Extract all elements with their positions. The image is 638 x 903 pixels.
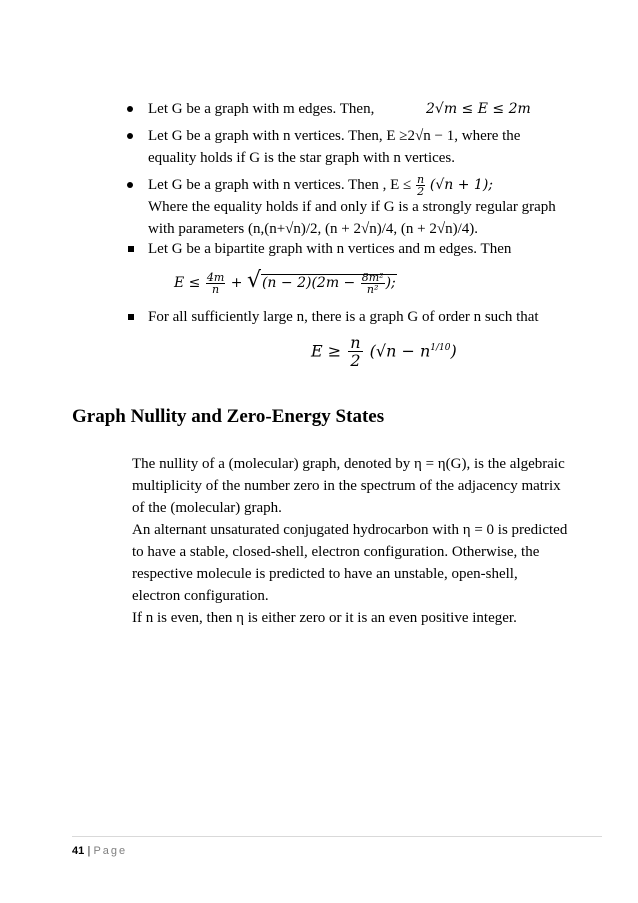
footer-divider xyxy=(72,836,602,837)
formula-close: ) xyxy=(450,341,457,361)
formula-close: ); xyxy=(385,275,396,291)
fraction-denominator: n² xyxy=(366,282,379,296)
formula-plus: + xyxy=(230,275,243,291)
page-label: Page xyxy=(93,845,128,857)
bullet-3-text: Let G be a graph with n vertices. Then , E ≤ xyxy=(148,177,412,193)
bullet-1-text: Let G be a graph with m edges. Then, xyxy=(148,101,375,117)
fraction-numerator: 4m xyxy=(206,270,225,284)
section-line: multiplicity of the number zero in the spectrum of the adjacency matrix xyxy=(132,478,561,494)
fraction-numerator: n xyxy=(417,173,425,187)
section-line: respective molecule is predicted to have an unstable, open-shell, xyxy=(132,566,518,582)
bullet-square-icon xyxy=(128,314,134,320)
fraction-numerator: n xyxy=(350,333,361,353)
bullet-dot-icon xyxy=(127,133,133,139)
bullet-3-continuation-2: with parameters (n,(n+√n)/2, (n + 2√n)/4, (n + 2√n)/4). xyxy=(148,221,478,237)
bullet-3-formula-tail: (√n + 1); xyxy=(429,177,494,193)
bullet-2-text: Let G be a graph with n vertices. Then, E ≥2√n − 1, where the xyxy=(148,128,521,144)
page-number: 41 xyxy=(72,845,85,857)
page-footer xyxy=(72,845,127,857)
bullet-4-fraction xyxy=(206,272,225,295)
fraction-numerator: 8m² xyxy=(361,270,384,284)
section-line: electron configuration. xyxy=(132,588,269,604)
fraction-denominator: 2 xyxy=(417,185,425,199)
footer-separator: | xyxy=(87,845,91,857)
formula-exponent: 1/10 xyxy=(430,343,451,353)
bullet-5-fraction xyxy=(348,334,362,369)
radicand xyxy=(261,270,397,296)
formula-lhs: E ≤ xyxy=(174,275,201,291)
bullet-4-formula xyxy=(174,264,397,300)
bullet-dot-icon xyxy=(127,182,133,188)
bullet-3-line xyxy=(148,170,493,200)
bullet-2-continuation: equality holds if G is the star graph with n vertices. xyxy=(148,150,456,166)
section-line: The nullity of a (molecular) graph, denoted by η = η(G), is the algebraic xyxy=(132,456,565,472)
fraction-denominator: n xyxy=(212,282,220,296)
section-line: to have a stable, closed-shell, electron configuration. Otherwise, the xyxy=(132,544,540,560)
bullet-dot-icon xyxy=(127,106,133,112)
section-line: An alternant unsaturated conjugated hydrocarbon with η = 0 is predicted xyxy=(132,522,568,538)
bullet-1-formula: 2√m ≤ E ≤ 2m xyxy=(426,101,531,117)
fraction-denominator: 2 xyxy=(350,351,361,371)
section-line: of the (molecular) graph. xyxy=(132,500,282,516)
radical-sign-icon: √ xyxy=(246,268,261,293)
section-line: If n is even, then η is either zero or it is an even positive integer. xyxy=(132,610,517,626)
bullet-3-fraction xyxy=(416,174,425,197)
bullet-5-formula xyxy=(311,328,457,371)
bullet-square-icon xyxy=(128,246,134,252)
bullet-5-text: For all sufficiently large n, there is a graph G of order n such that xyxy=(148,309,539,325)
radicand-text: (n − 2)(2m − xyxy=(261,275,356,291)
formula-lhs: E ≥ xyxy=(311,341,342,361)
formula-tail: (√n − n xyxy=(369,341,431,361)
bullet-4-text: Let G be a bipartite graph with n vertices and m edges. Then xyxy=(148,241,512,257)
inner-fraction xyxy=(361,272,385,295)
section-heading: Graph Nullity and Zero-Energy States xyxy=(72,406,385,427)
bullet-3-continuation-1: Where the equality holds if and only if G is a strongly regular graph xyxy=(148,199,556,215)
